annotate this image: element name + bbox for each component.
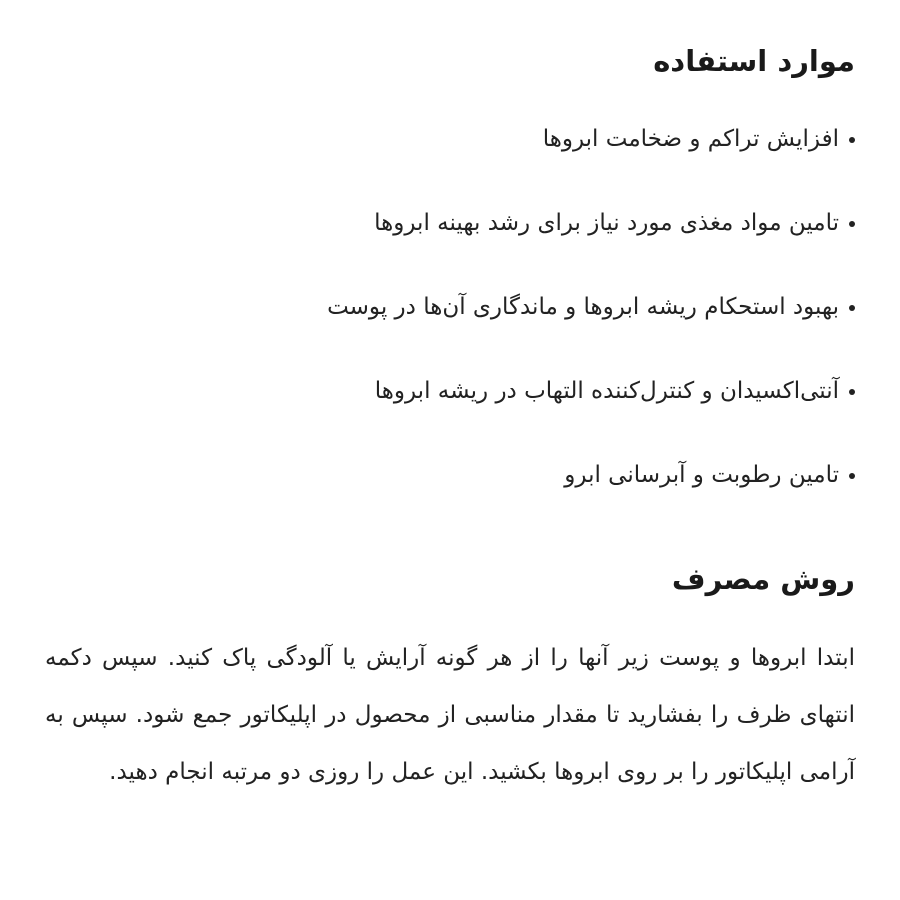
- benefit-text: تامین مواد مغذی مورد نیاز برای رشد بهینه ابروها: [374, 210, 839, 236]
- list-item: [327, 370, 855, 413]
- uses-section-title: موارد استفاده: [653, 44, 855, 78]
- list-item: [327, 118, 855, 161]
- benefit-text: تامین رطوبت و آبرسانی ابرو: [564, 462, 839, 488]
- list-item: [327, 454, 855, 497]
- usage-section-title: روش مصرف: [671, 562, 855, 596]
- bullet-icon: [849, 221, 855, 227]
- list-item: [327, 202, 855, 245]
- bullet-icon: [849, 137, 855, 143]
- bullet-icon: [849, 389, 855, 395]
- benefit-text: افزایش تراکم و ضخامت ابروها: [542, 126, 839, 152]
- benefit-text: آنتی‌اکسیدان و کنترل‌کننده التهاب در ریشه ابروها: [374, 378, 839, 404]
- usage-instructions: ابتدا ابروها و پوست زیر آنها را از هر گونه آرایش یا آلودگی پاک کنید. سپس دکمه انتهای ظرف را بفشارید تا مقدار مناسبی از محصول در اپلیکاتور جمع شود. سپس به آرامی اپلیکاتور را بر روی ابروها بکشید. این عمل را روزی دو مرتبه انجام دهید.: [45, 645, 855, 785]
- bullet-icon: [849, 305, 855, 311]
- bullet-icon: [849, 473, 855, 479]
- benefit-text: بهبود استحکام ریشه ابروها و ماندگاری آن‌ها در پوست: [327, 294, 839, 320]
- list-item: [327, 286, 855, 329]
- benefits-list: [327, 118, 855, 538]
